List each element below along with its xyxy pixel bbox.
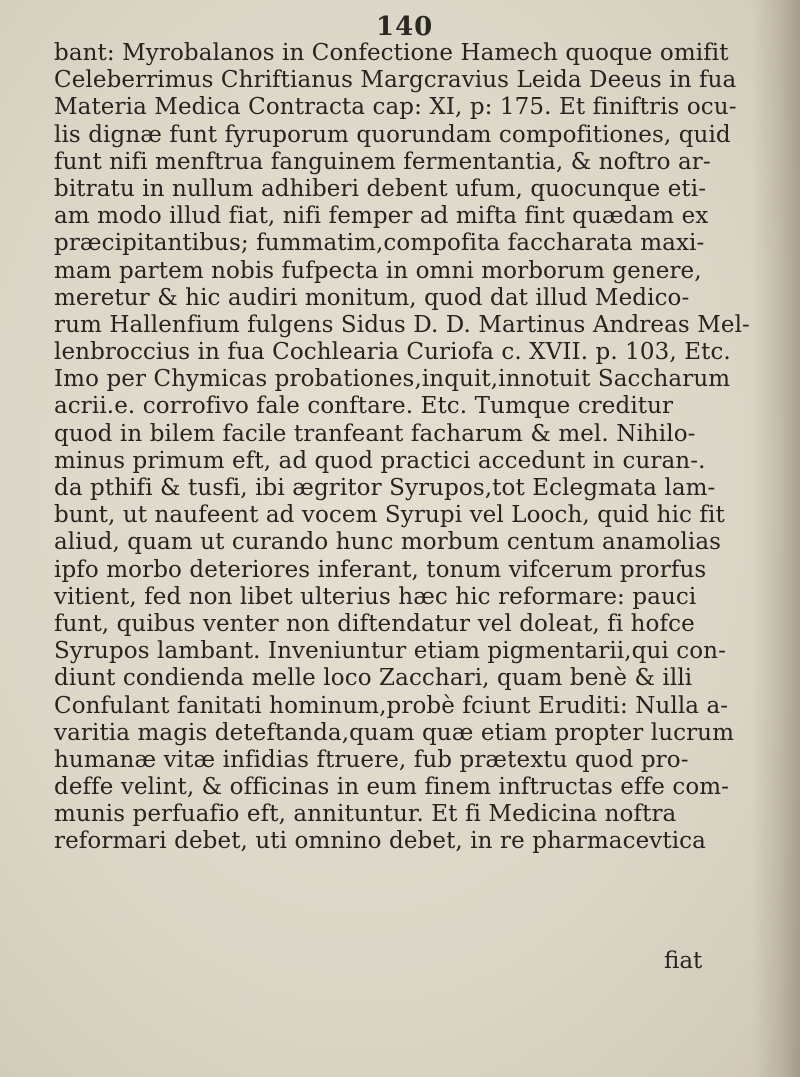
text-line: varitia magis deteftanda,quam quæ etiam propter lucrum	[54, 719, 735, 746]
text-line: munis perfuafio eft, annituntur. Et fi Medicina noftra	[54, 801, 677, 828]
body-text	[54, 40, 754, 856]
text-line: lis dignæ funt fyruporum quorundam compofitiones, quid	[54, 121, 731, 148]
text-line: Materia Medica Contracta cap: XI, p: 175. Et finiftris ocu-	[54, 94, 737, 121]
page-number: 140	[376, 12, 434, 42]
text-line: funt, quibus venter non diftendatur vel doleat, fi hofce	[54, 610, 695, 637]
text-line: humanæ vitæ infidias ftruere, fub prætextu quod pro-	[54, 746, 689, 773]
text-line: aliud, quam ut curando hunc morbum centum anamolias	[54, 529, 722, 556]
text-line: am modo illud fiat, nifi femper ad mifta fint quædam ex	[54, 203, 709, 230]
text-line: ipfo morbo deteriores inferant, tonum vifcerum prorfus	[54, 556, 707, 583]
text-line: præcipitantibus; fummatim,compofita faccharata maxi-	[54, 230, 705, 257]
text-line: deffe velint, & officinas in eum finem inftructas effe com-	[54, 774, 730, 801]
text-line: diunt condienda melle loco Zacchari, quam benè & illi	[54, 665, 693, 692]
text-line: Imo per Chymicas probationes,inquit,innotuit Saccharum	[54, 366, 731, 393]
text-line: rum Hallenfium fulgens Sidus D. D. Martinus Andreas Mel-	[54, 311, 750, 338]
text-line: mam partem nobis fufpecta in omni morborum genere,	[54, 257, 702, 284]
text-line: Celeberrimus Chriftianus Margcravius Leida Deeus in fua	[54, 67, 737, 94]
text-line: funt nifi menftrua fanguinem fermentantia, & noftro ar-	[54, 148, 711, 175]
text-line: Syrupos lambant. Inveniuntur etiam pigmentarii,qui con-	[54, 638, 726, 665]
page-edge-shadow	[752, 0, 800, 1077]
text-line: vitient, fed non libet ulterius hæc hic reformare: pauci	[54, 583, 697, 610]
text-line: reformari debet, uti omnino debet, in re pharmacevtica	[54, 828, 706, 855]
text-line: bitratu in nullum adhiberi debent ufum, quocunque eti-	[54, 175, 707, 202]
text-line: meretur & hic audiri monitum, quod dat illud Medico-	[54, 284, 690, 311]
text-line: quod in bilem facile tranfeant facharum & mel. Nihilo-	[54, 420, 696, 447]
text-line: Confulant fanitati hominum,probè fciunt Eruditi: Nulla a-	[54, 692, 729, 719]
text-line: bunt, ut naufeent ad vocem Syrupi vel Looch, quid hic fit	[54, 502, 725, 529]
text-line: minus primum eft, ad quod practici accedunt in curan-.	[54, 447, 706, 474]
catchword: fiat	[664, 948, 703, 974]
text-line: acrii.e. corrofivo fale conftare. Etc. Tumque creditur	[54, 393, 674, 420]
text-line: bant: Myrobalanos in Confectione Hamech quoque omifit	[54, 40, 729, 66]
text-line: da pthifi & tusfi, ibi ægritor Syrupos,tot Eclegmata lam-	[54, 475, 716, 501]
text-line: lenbroccius in fua Cochlearia Curiofa c. XVII. p. 103, Etc.	[54, 339, 731, 366]
page-header	[0, 12, 800, 42]
catchword-row	[0, 948, 800, 978]
